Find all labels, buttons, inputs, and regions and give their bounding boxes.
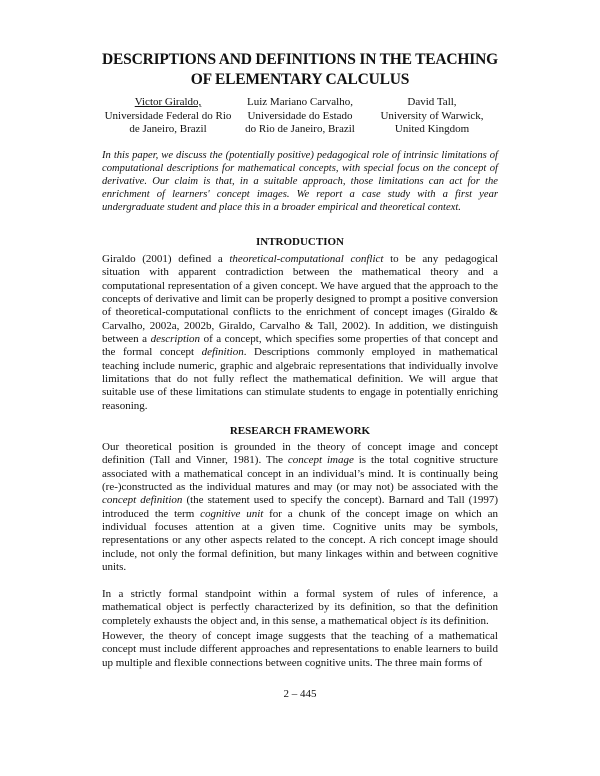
text-run: for a chunk of the concept image on which an individual focuses attention at a given time. Cognitive units may be symbols, representations or any other aspects related to the concept. A rich concept image should include, not only the formal definition, but many linkages within and between cognitive units. [102,507,498,574]
framework-paragraph-3: However, the theory of concept image suggests that the teaching of a mathematical concept must include different approaches and representations to enable learners to build up multiple and flexible connections between cognitive units. The three main forms of [102,630,498,669]
text-run: is the total cognitive structure associated with a mathematical concept in an individual’s mind. It is continually being (re-)constructed as the individual matures and may (or may not) be associated with the [102,454,498,494]
text-run: (the statement used to specify the concept). Barnard and Tall (1997) introduced the term [102,494,498,520]
author-affiliation-location: do Rio de Janeiro, Brazil [245,123,355,136]
author-name: Victor Giraldo, [134,96,202,108]
text-run: its definition. [427,614,489,627]
italic-term: definition [201,346,244,359]
author-block [102,96,498,137]
italic-term: concept definition [102,494,183,507]
author-affiliation: University of Warwick, [380,109,484,122]
italic-term: concept image [287,454,354,467]
paper-title: DESCRIPTIONS AND DEFINITIONS IN THE TEACHING OF ELEMENTARY CALCULUS [102,51,498,88]
text-run: of a concept, which specifies some properties of that concept and the formal concept [102,333,499,359]
italic-term: is [420,614,428,627]
section-heading-introduction: INTRODUCTION [255,236,344,248]
text-run: . Descriptions commonly employed in mathematical teaching include numeric, graphic and algebraic representations that individually involve limitations that do not fully reflect the mathematical definition. We will argue that suitable use of these limitations can stimulate students to engage in potentially enriching reasoning. [102,346,498,412]
italic-term: description [150,333,201,346]
page-number: 2 – 445 [283,688,317,700]
italic-term: theoretical-computational conflict [229,253,384,265]
section-heading-research-framework: RESEARCH FRAMEWORK [229,425,371,437]
author-giraldo [102,96,234,137]
author-affiliation-location: de Janeiro, Brazil [129,123,207,136]
author-tall [366,96,498,137]
author-carvalho [234,96,366,137]
text-run: to be any pedagogical situation with apparent contradiction between the mathematical theory and a computational representation of a given concept. We have argued that the approach to the concepts of derivative and limit can be properly designed to prompt a positive conversion of theoretical-computational conflicts to the enrichment of concept images (Giraldo & Carvalho, 2002a, 2002b, Giraldo, Carvalho & Tall, 2002). In addition, we distinguish between a [102,253,499,346]
author-name: Luiz Mariano Carvalho, [247,96,353,108]
text-run: Our theoretical position is grounded in the theory of concept image and concept definition (Tall and Vinner, 1981). The [102,441,498,467]
author-name: David Tall, [407,96,457,108]
introduction-paragraph [102,253,498,413]
text-run: Giraldo (2001) defined a [102,253,230,265]
author-affiliation-location: United Kingdom [394,123,470,136]
framework-paragraph-1 [102,441,498,574]
italic-term: cognitive unit [200,507,264,520]
author-affiliation: Universidade do Estado [247,109,353,122]
author-affiliation: Universidade Federal do Rio [104,109,232,122]
framework-paragraph-2 [102,588,498,628]
abstract: In this paper, we discuss the (potentially positive) pedagogical role of intrinsic limitations of computational descriptions for mathematical concepts, with special focus on the concept of derivative. Our claim is that, in a suitable approach, those limitations can act for the enrichment of learners' concept images. We report a case study with a first year undergraduate student and place this in a broader empirical and theoretical context. [102,150,498,213]
text-run: In a strictly formal standpoint within a formal system of rules of inference, a mathematical object is perfectly characterized by its definition, so that the definition completely exhausts the object and, in this sense, a mathematical object [102,588,498,627]
